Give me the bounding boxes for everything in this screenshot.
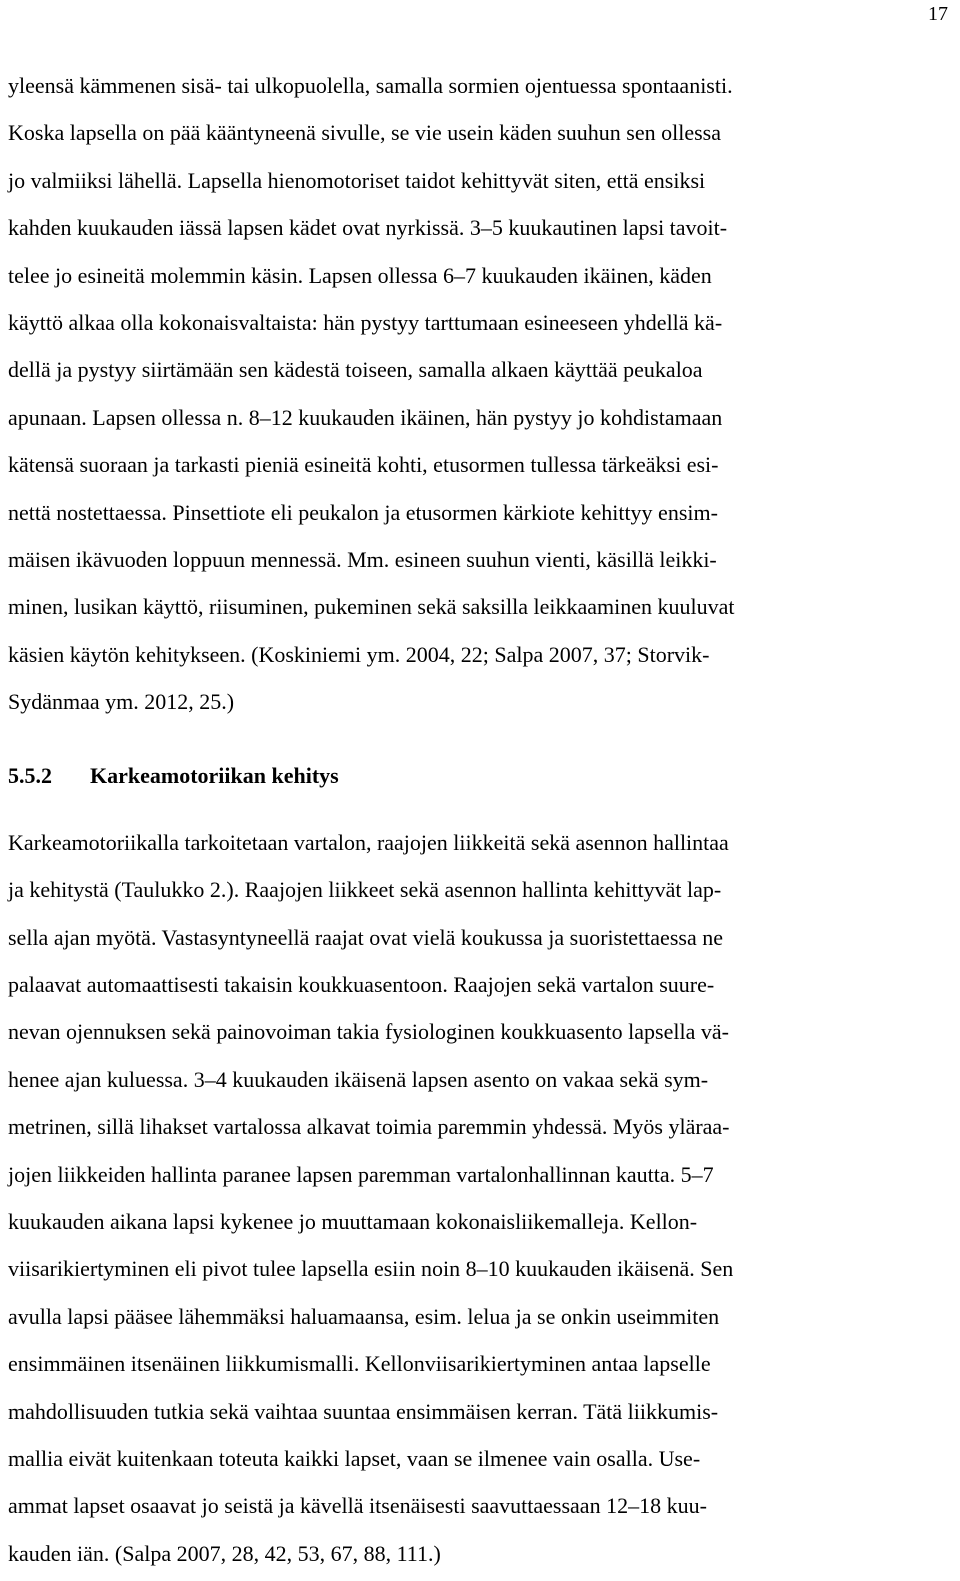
page-number: 17 [928, 3, 948, 25]
document-body [8, 62, 907, 1577]
paragraph-gross-motor: Karkeamotoriikalla tarkoitetaan vartalon, raajojen liikkeitä sekä asennon hallintaa ja kehitystä (Taulukko 2.). Raajojen liikkeet sekä asennon hallinta kehittyvät lap- sella ajan myötä. Vastasyntyneellä raajat ovat vielä koukussa ja suoristettaessa ne palaavat automaattisesti takaisin koukkuasentoon. Raajojen sekä vartalon suure- nevan ojennuksen sekä painovoiman takia fysiologinen koukkuasento lapsella vä- henee ajan kuluessa. 3–4 kuukauden ikäisenä lapsen asento on vakaa sekä sym- metrinen, sillä lihakset vartalossa alkavat toimia paremmin yhdessä. Myös yläraa- jojen liikkeiden hallinta paranee lapsen paremman vartalonhallinnan kautta. 5–7 kuukauden aikana lapsi kykenee jo muuttamaan kokonaisliikemalleja. Kellon- viisarikiertyminen eli pivot tulee lapsella esiin noin 8–10 kuukauden ikäisenä. Sen avulla lapsi pääsee lähemmäksi haluamaansa, esim. lelua ja se onkin useimmiten ensimmäinen itsenäinen liikkumismalli. Kellonviisarikiertyminen antaa lapselle mahdollisuuden tutkia sekä vaihtaa suuntaa ensimmäisen kerran. Tätä liikkumis- mallia eivät kuitenkaan toteuta kaikki lapset, vaan se ilmenee vain osalla. Use- ammat lapset osaavat jo seistä ja kävellä itsenäisesti saavuttaessaan 12–18 kuu- kauden iän. (Salpa 2007, 28, 42, 53, 67, 88, 111.) [8, 829, 734, 1566]
paragraph-fine-motor: yleensä kämmenen sisä- tai ulkopuolella, samalla sormien ojentuessa spontaanisti. Koska lapsella on pää kääntyneenä sivulle, se vie usein käden suuhun sen ollessa jo valmiiksi lähellä. Lapsella hienomotoriset taidot kehittyvät siten, että ensiksi kahden kuukauden iässä lapsen kädet ovat nyrkissä. 3–5 kuukautinen lapsi tavoit- telee jo esineitä molemmin käsin. Lapsen ollessa 6–7 kuukauden ikäinen, käden käyttö alkaa olla kokonaisvaltaista: hän pystyy tarttumaan esineeseen yhdellä kä- dellä ja pystyy siirtämään sen kädestä toiseen, samalla alkaen käyttää peukaloa apunaan. Lapsen ollessa n. 8–12 kuukauden ikäinen, hän pystyy jo kohdistamaan kätensä suoraan ja tarkasti pieniä esineitä kohti, etusormen tullessa tärkeäksi esi- nettä nostettaessa. Pinsettiote eli peukalon ja etusormen kärkiote kehittyy ensim- mäisen ikävuoden loppuun mennessä. Mm. esineen suuhun vienti, käsillä leikki- minen, lusikan käyttö, riisuminen, pukeminen sekä saksilla leikkaaminen kuuluvat käsien käytön kehitykseen. (Koskiniemi ym. 2004, 22; Salpa 2007, 37; Storvik- Sydänmaa ym. 2012, 25.) [8, 73, 735, 715]
section-heading [8, 756, 907, 796]
section-number: 5.5.2 [8, 762, 52, 788]
section-title: Karkeamotoriikan kehitys [90, 762, 339, 788]
